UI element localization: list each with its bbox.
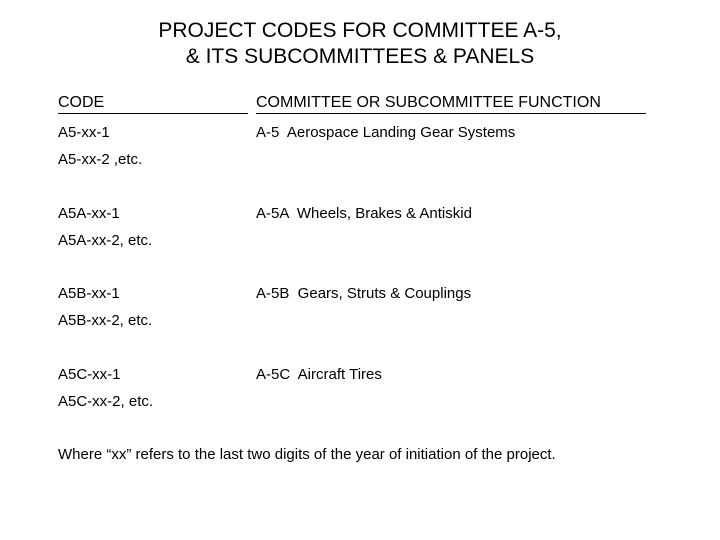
footnote: Where “xx” refers to the last two digits of the year of initiation of the project. [58, 446, 556, 463]
row-2-function: A-5A Wheels, Brakes & Antiskid [256, 205, 472, 222]
row-3-code-primary: A5B-xx-1 [58, 285, 120, 302]
header-code-underline [58, 113, 248, 114]
row-2-code-secondary: A5A-xx-2, etc. [58, 232, 153, 249]
title-line-2: & ITS SUBCOMMITTEES & PANELS [185, 45, 535, 68]
header-function-underline [256, 113, 646, 114]
row-1-code-primary: A5-xx-1 [58, 124, 110, 141]
title-line-1: PROJECT CODES FOR COMMITTEE A-5, [158, 19, 562, 42]
row-3-code-secondary: A5B-xx-2, etc. [58, 312, 153, 329]
row-4-code-primary: A5C-xx-1 [58, 366, 121, 383]
row-1-code-secondary: A5-xx-2 ,etc. [58, 151, 143, 168]
row-2-code-primary: A5A-xx-1 [58, 205, 120, 222]
table-header [58, 94, 648, 115]
page-title [0, 18, 720, 70]
header-code: CODE [58, 94, 105, 111]
row-3-function: A-5B Gears, Struts & Couplings [256, 285, 472, 302]
row-4-function: A-5C Aircraft Tires [256, 366, 382, 383]
row-1-function: A-5 Aerospace Landing Gear Systems [256, 124, 516, 141]
header-function: COMMITTEE OR SUBCOMMITTEE FUNCTION [256, 94, 601, 111]
row-4-code-secondary: A5C-xx-2, etc. [58, 393, 154, 410]
